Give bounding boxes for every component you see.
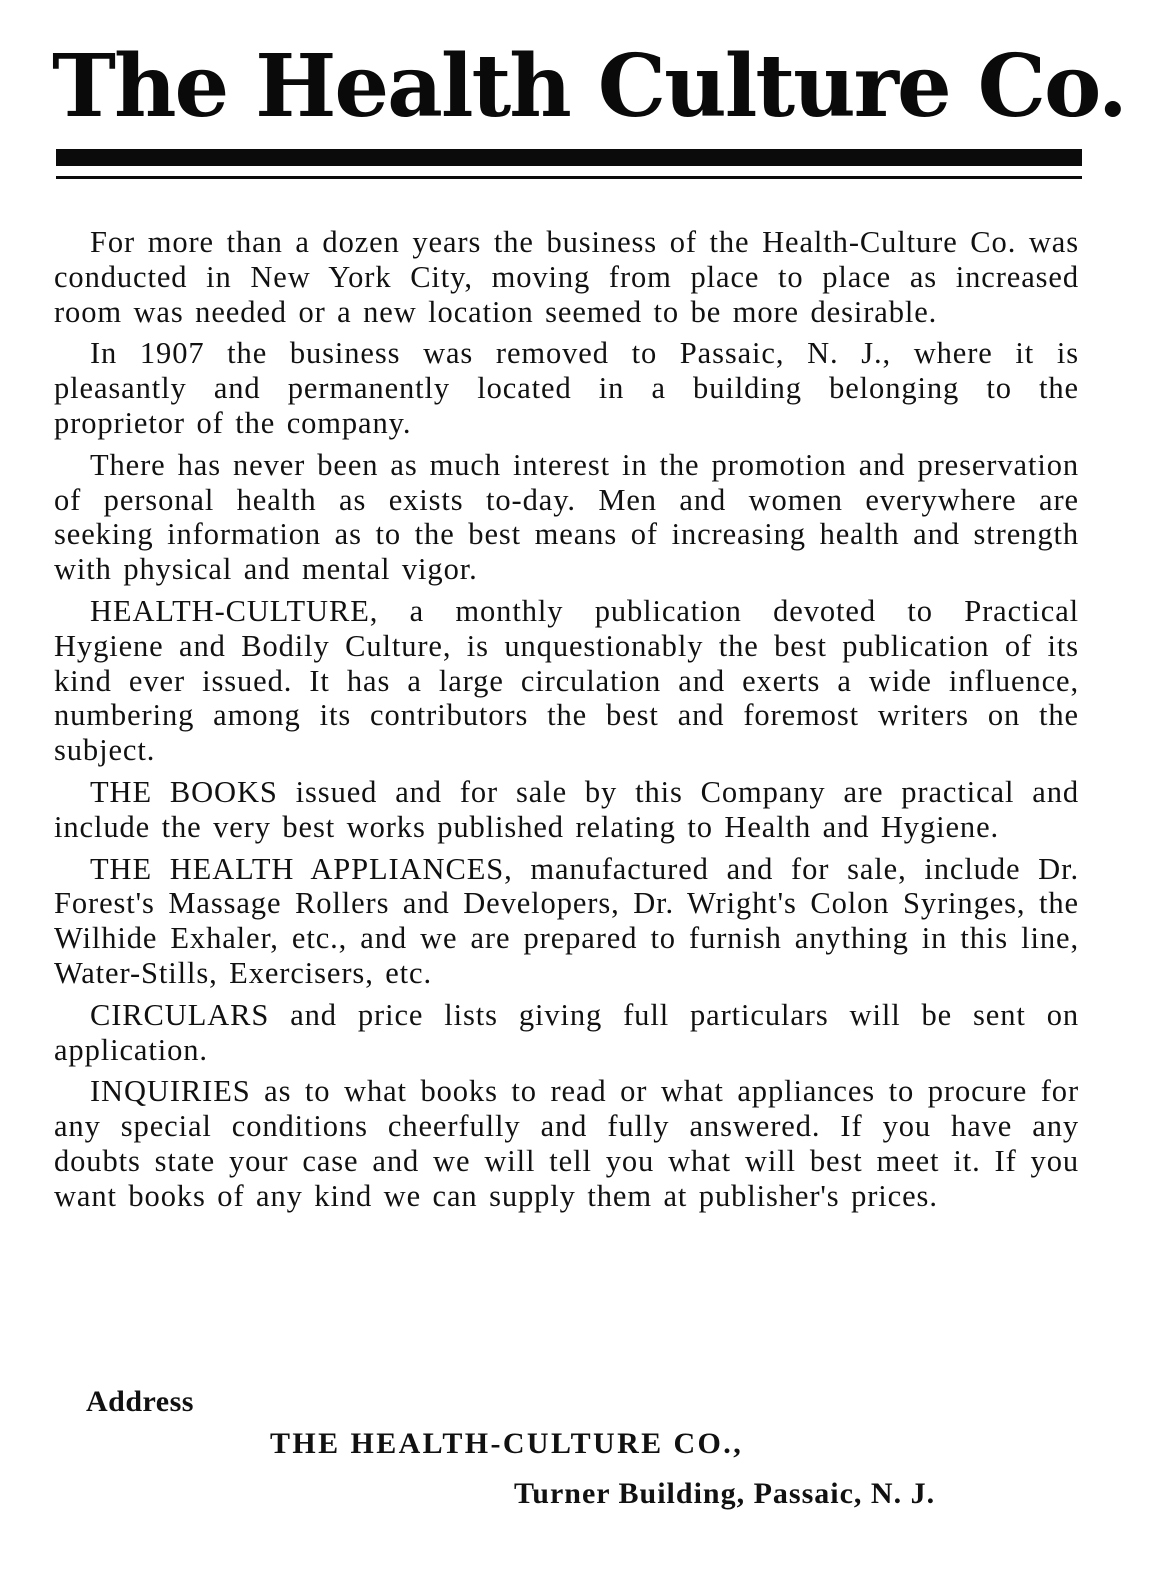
paragraph-publication: HEALTH-CULTURE, a monthly publication devoted to Practical Hygiene and Bodily Culture, is unquestionably the best publication of its kind ever issued. It has a large circulation and exerts a wide influence, numbering among its contributors the best and foremost writers on the subject. [54, 593, 1079, 768]
paragraph-relocation: In 1907 the business was removed to Passaic, N. J., where it is pleasantly and permanently located in a building belonging to the proprietor of the company. [54, 336, 1079, 440]
address-street: Turner Building, Passaic, N. J. [514, 1477, 936, 1510]
paragraph-health-interest: There has never been as much interest in the promotion and preservation of personal health as exists to-day. Men and women everywhere are seeking information as to the best means of increasing health and strength with physical and mental vigor. [54, 447, 1079, 587]
masthead-thick-rule [56, 149, 1082, 166]
address-label: Address [86, 1385, 194, 1418]
paragraph-history: For more than a dozen years the business of the Health-Culture Co. was conducted in New York City, moving from place to place as increased room was needed or a new location seemed to be more desirable. [54, 225, 1079, 329]
advertisement-body [54, 225, 1079, 1221]
address-company: THE HEALTH-CULTURE CO., [270, 1427, 744, 1460]
paragraph-appliances: THE HEALTH APPLIANCES, manufactured and for sale, include Dr. Forest's Massage Rollers and Developers, Dr. Wright's Colon Syringes, the Wilhide Exhaler, etc., and we are prepared to furnish anything in this line, Water-Stills, Exercisers, etc. [54, 851, 1079, 990]
paragraph-circulars: CIRCULARS and price lists giving full particulars will be sent on application. [54, 997, 1079, 1067]
masthead-title: The Health Culture Co. [52, 36, 1126, 137]
paragraph-books: THE BOOKS issued and for sale by this Company are practical and include the very best works published relating to Health and Hygiene. [54, 774, 1079, 844]
paragraph-inquiries: INQUIRIES as to what books to read or what appliances to procure for any special conditions cheerfully and fully answered. If you have any doubts state your case and we will tell you what will best meet it. If you want books of any kind we can supply them at publisher's prices. [54, 1074, 1079, 1213]
masthead-thin-rule [56, 176, 1082, 179]
